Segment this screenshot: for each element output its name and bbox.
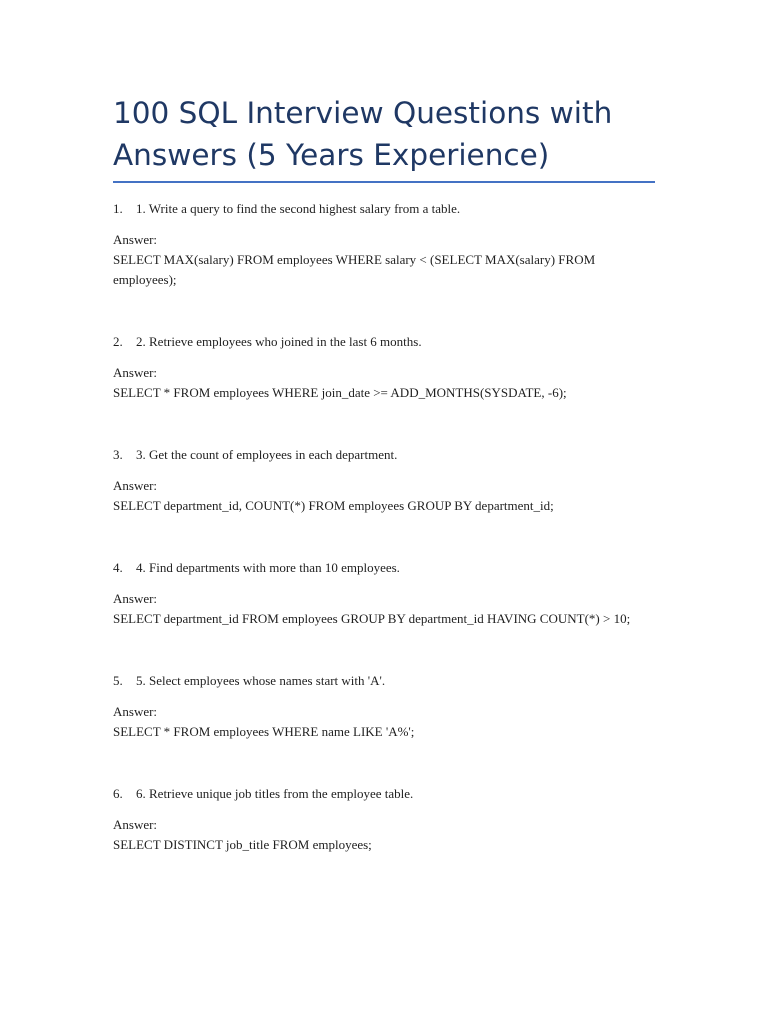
question-item	[113, 332, 655, 403]
answer-text: SELECT * FROM employees WHERE join_date >= ADD_MONTHS(SYSDATE, -6);	[113, 385, 567, 400]
answer-label: Answer:	[113, 591, 158, 606]
question-number: 5.	[113, 673, 123, 688]
answer-block	[113, 702, 655, 742]
answer-label: Answer:	[113, 817, 158, 832]
question-text: 3. Get the count of employees in each department.	[136, 447, 398, 462]
question-text: 4. Find departments with more than 10 employees.	[136, 560, 400, 575]
answer-label: Answer:	[113, 704, 158, 719]
answer-label: Answer:	[113, 365, 158, 380]
question-line	[113, 199, 655, 219]
question-number: 4.	[113, 560, 123, 575]
question-line	[113, 332, 655, 352]
answer-block	[113, 815, 655, 855]
question-text: 5. Select employees whose names start with 'A'.	[136, 673, 386, 688]
question-list	[113, 199, 655, 855]
question-number: 2.	[113, 334, 123, 349]
answer-text: SELECT * FROM employees WHERE name LIKE 'A%';	[113, 724, 415, 739]
question-line	[113, 784, 655, 804]
document-page	[113, 92, 655, 855]
question-number: 6.	[113, 786, 123, 801]
document-title: 100 SQL Interview Questions with Answers (5 Years Experience)	[113, 96, 613, 172]
question-line	[113, 558, 655, 578]
answer-block	[113, 589, 655, 629]
answer-text: SELECT DISTINCT job_title FROM employees;	[113, 837, 372, 852]
answer-label: Answer:	[113, 232, 158, 247]
answer-block	[113, 363, 655, 403]
answer-text: SELECT department_id FROM employees GROUP BY department_id HAVING COUNT(*) > 10;	[113, 611, 631, 626]
answer-text: SELECT MAX(salary) FROM employees WHERE salary < (SELECT MAX(salary) FROM employees);	[113, 252, 596, 287]
question-item	[113, 445, 655, 516]
question-number: 1.	[113, 201, 123, 216]
question-item	[113, 784, 655, 855]
question-item	[113, 199, 655, 290]
answer-text: SELECT department_id, COUNT(*) FROM employees GROUP BY department_id;	[113, 498, 554, 513]
question-text: 1. Write a query to find the second highest salary from a table.	[136, 201, 461, 216]
question-line	[113, 445, 655, 465]
answer-block	[113, 476, 655, 516]
question-number: 3.	[113, 447, 123, 462]
question-item	[113, 671, 655, 742]
question-line	[113, 671, 655, 691]
question-item	[113, 558, 655, 629]
question-text: 6. Retrieve unique job titles from the employee table.	[136, 786, 414, 801]
answer-label: Answer:	[113, 478, 158, 493]
title-underline	[113, 181, 655, 183]
answer-block	[113, 230, 655, 290]
question-text: 2. Retrieve employees who joined in the last 6 months.	[136, 334, 422, 349]
